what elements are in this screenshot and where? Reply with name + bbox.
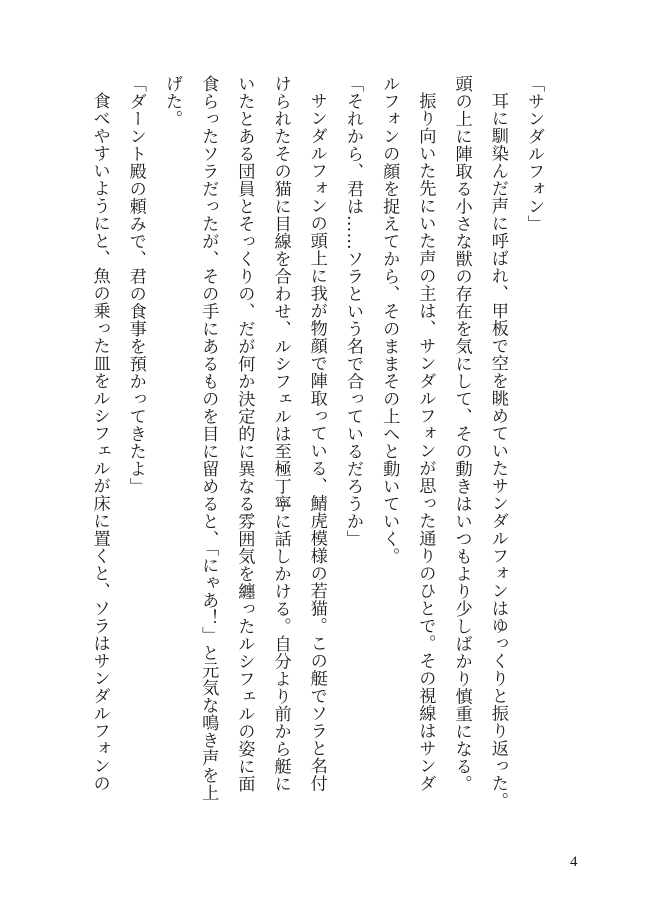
text-line-10: 食らったソラだったが、その手にあるものを目に留めると、「にゃあ！」と元気な鳴き声を上 (198, 75, 219, 802)
page-number: 4 (570, 854, 578, 870)
text-line-3: 頭の上に陣取る小さな獣の存在を気にして、その動きはいつもより少しばかり慎重になる。 (451, 75, 472, 793)
text-line-2: 耳に馴染んだ声に呼ばれ、甲板で空を眺めていたサンダルフォンはゆっくりと振り返った。 (487, 92, 508, 810)
text-line-6: 「それから、君は……ソラという名で合っているだろうか」 (342, 75, 363, 548)
vertical-text-body (81, 75, 552, 845)
text-line-8: けられたその猫に目線を合わせ、ルシフェルは至極丁寧に話しかける。自分より前から艇に (270, 75, 291, 793)
text-line-11: げた。 (161, 75, 182, 128)
text-line-13: 食べやすいようにと、魚の乗った皿をルシフェルが床に置くと、ソラはサンダルフォンの (89, 92, 110, 793)
text-line-1: 「サンダルフォン」 (524, 75, 544, 233)
text-line-9: いたとある団員とそっくりの、だが何か決定的に異なる雰囲気を纏ったルシフェルの姿に面 (234, 75, 255, 793)
text-line-4: 振り向いた先にいた声の主は、サンダルフォンが思った通りのひとで。その視線はサンダ (415, 92, 436, 793)
text-line-5: ルフォンの顔を捉えてから、そのままその上へと動いていく。 (379, 75, 400, 565)
text-line-7: サンダルフォンの頭上に我が物顔で陣取っている、鯖虎模様の若猫。この艇でソラと名付 (306, 92, 327, 793)
text-line-12: 「ダーント殿の頼みで、君の食事を預かってきたよ」 (125, 75, 146, 495)
